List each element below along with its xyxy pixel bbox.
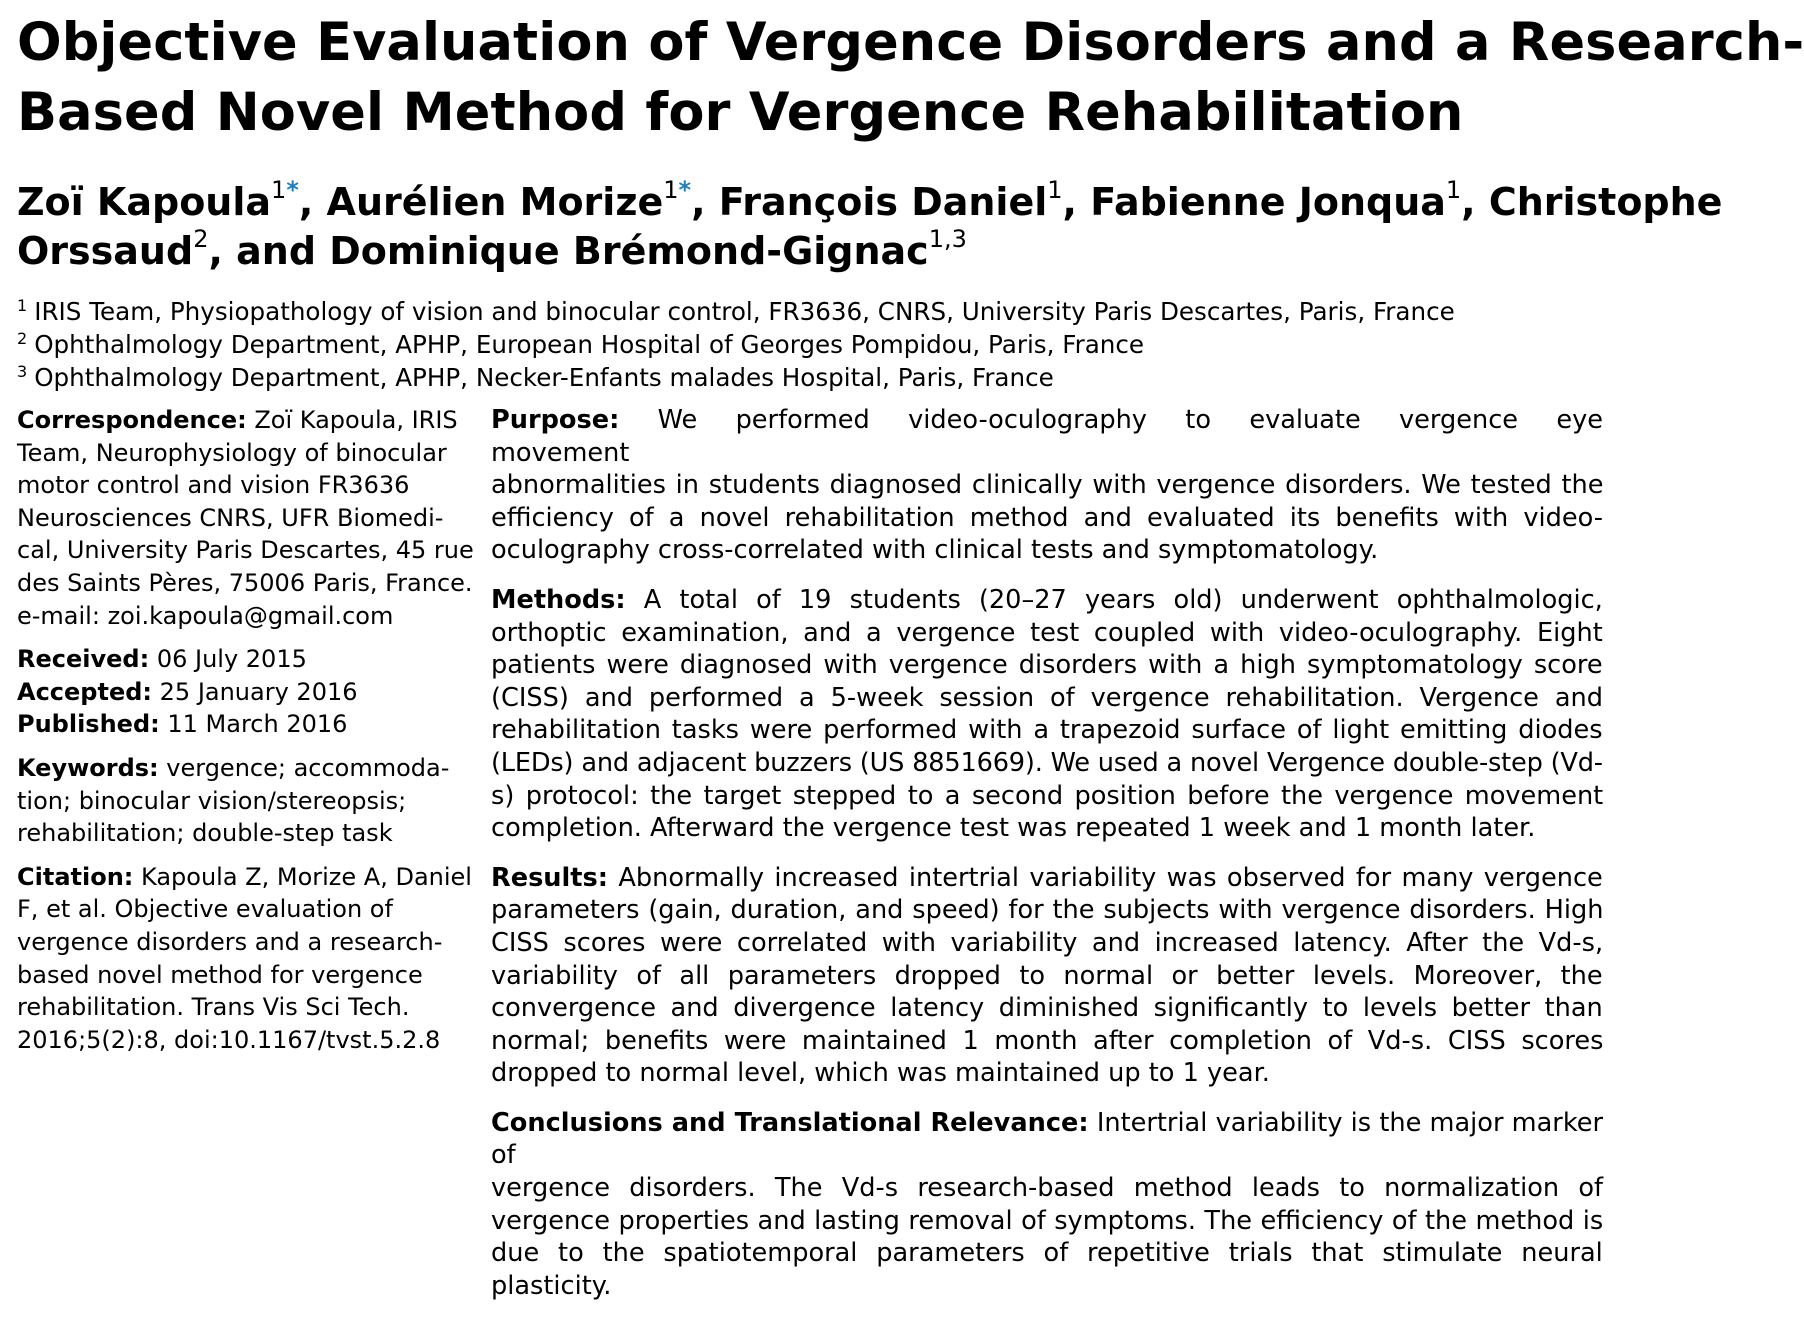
correspondence-text: Neurosciences CNRS, UFR Biomedi- <box>17 503 444 532</box>
author-name: , Fabienne Jonqua <box>1062 180 1446 224</box>
conclusions-text: Intertrial variability is the major marker of <box>491 1107 1603 1171</box>
article-title <box>17 8 1804 148</box>
conclusions-text: due to the spatiotemporal parameters of repetitive trials that stimulate neural <box>491 1238 1603 1269</box>
keywords-text: vergence; accommoda- <box>158 753 450 782</box>
dates-block <box>17 643 457 741</box>
results-text: dropped to normal level, which was maintained up to 1 year. <box>491 1058 1270 1089</box>
correspondence-email[interactable]: e-mail: zoi.kapoula@gmail.com <box>17 601 394 630</box>
author-affiliation-marker: 1 <box>1047 176 1063 204</box>
methods-text: rehabilitation tasks were performed with a trapezoid surface of light emitting diodes <box>491 715 1603 746</box>
results-text: variability of all parameters dropped to normal or better levels. Moreover, the <box>491 960 1603 991</box>
conclusions-text: plasticity. <box>491 1270 612 1301</box>
methods-text: completion. Afterward the vergence test was repeated 1 week and 1 month later. <box>491 813 1536 844</box>
published-date: Published: 11 March 2016 <box>17 710 348 739</box>
keywords-label: Keywords: <box>17 753 159 782</box>
citation-text: Kapoula Z, Morize A, Daniel <box>133 862 472 891</box>
author-name: , François Daniel <box>691 180 1048 224</box>
results-text: Abnormally increased intertrial variability was observed for many vergence <box>608 862 1603 893</box>
keywords-text: rehabilitation; double-step task <box>17 819 393 848</box>
author-affiliation-marker: 1* <box>663 176 692 204</box>
abstract-methods <box>491 584 1603 845</box>
affiliation-text: Ophthalmology Department, APHP, European Hospital of Georges Pompidou, Paris, France <box>34 330 1145 359</box>
citation-label: Citation: <box>17 862 134 891</box>
citation-text: vergence disorders and a research- <box>17 927 443 956</box>
purpose-text: We performed video-oculography to evaluate vergence eye movement <box>491 405 1603 468</box>
affiliation-number: 3 <box>17 362 28 381</box>
purpose-text: oculography cross-correlated with clinical tests and symptomatology. <box>491 535 1379 566</box>
results-text: parameters (gain, duration, and speed) for the subjects with vergence disorders. High <box>491 895 1604 926</box>
author-name: , and Dominique Brémond-Gignac <box>208 229 929 273</box>
corresponding-author-asterisk: * <box>286 176 299 204</box>
conclusions-label: Conclusions and Translational Relevance: <box>491 1107 1089 1138</box>
correspondence-block <box>17 404 474 632</box>
results-text: convergence and divergence latency diminished significantly to levels better than <box>491 993 1603 1024</box>
affiliation-item <box>17 361 1607 394</box>
purpose-text: efficiency of a novel rehabilitation method and evaluated its benefits with video- <box>491 502 1603 533</box>
author-affiliation-marker: 1 <box>1445 176 1462 204</box>
article-info-sidebar <box>17 404 474 1067</box>
methods-text: (CISS) and performed a 5-week session of vergence rehabilitation. Vergence and <box>491 682 1604 713</box>
author-list <box>17 176 1723 276</box>
author-name: , Aurélien Morize <box>298 180 664 224</box>
correspondence-text: cal, University Paris Descartes, 45 rue <box>17 536 474 565</box>
author-name: Zoï Kapoula <box>17 180 272 224</box>
correspondence-text: motor control and vision FR3636 <box>17 471 410 500</box>
abstract <box>491 404 1603 1319</box>
keywords-text: tion; binocular vision/stereopsis; <box>17 786 407 815</box>
author-affiliation-marker: 2 <box>193 225 209 253</box>
methods-text: patients were diagnosed with vergence disorders with a high symptomatology score <box>491 650 1603 681</box>
citation-text: rehabilitation. Trans Vis Sci Tech. <box>17 993 410 1022</box>
methods-label: Methods: <box>491 584 626 615</box>
author-affiliation-marker: 1,3 <box>928 225 967 253</box>
corresponding-author-asterisk: * <box>678 176 692 204</box>
citation-block <box>17 861 472 1057</box>
results-label: Results: <box>491 862 608 893</box>
keywords-block <box>17 752 457 850</box>
correspondence-text: des Saints Pères, 75006 Paris, France. <box>17 568 473 597</box>
author-line <box>17 176 1723 227</box>
title-line: Based Novel Method for Vergence Rehabilitation <box>17 82 1464 143</box>
affiliation-item <box>17 328 1607 361</box>
conclusions-text: vergence disorders. The Vd-s research-based method leads to normalization of <box>491 1173 1604 1204</box>
affiliation-list <box>17 295 1607 394</box>
abstract-purpose <box>491 404 1603 567</box>
citation-text: based novel method for vergence <box>17 960 423 989</box>
methods-text: s) protocol: the target stepped to a second position before the vergence movement <box>491 780 1604 811</box>
correspondence-text: Zoï Kapoula, IRIS <box>246 406 458 434</box>
affiliation-number: 1 <box>17 296 28 315</box>
affiliation-number: 2 <box>17 329 28 348</box>
affiliation-text: Ophthalmology Department, APHP, Necker-Enfants malades Hospital, Paris, France <box>34 363 1054 392</box>
abstract-results <box>491 862 1603 1090</box>
author-name: Orssaud <box>17 229 194 273</box>
conclusions-text: vergence properties and lasting removal of symptoms. The efficiency of the method is <box>491 1205 1604 1236</box>
received-date: Received: 06 July 2015 <box>17 645 307 674</box>
author-affiliation-marker: 1* <box>271 176 299 204</box>
methods-text: (LEDs) and adjacent buzzers (US 8851669). We used a novel Vergence double-step (Vd- <box>491 747 1603 778</box>
affiliation-item <box>17 295 1607 328</box>
author-name: , Christophe <box>1461 180 1723 224</box>
author-line <box>17 227 1607 276</box>
correspondence-text: Team, Neurophysiology of binocular <box>17 438 447 467</box>
methods-text: orthoptic examination, and a vergence test coupled with video-oculography. Eight <box>491 617 1603 648</box>
methods-text: A total of 19 students (20–27 years old) underwent ophthalmologic, <box>625 584 1603 615</box>
affiliation-text: IRIS Team, Physiopathology of vision and binocular control, FR3636, CNRS, University Paris Descartes, Paris, France <box>34 297 1455 326</box>
accepted-date: Accepted: 25 January 2016 <box>17 677 358 706</box>
results-text: normal; benefits were maintained 1 month after completion of Vd-s. CISS scores <box>491 1025 1604 1056</box>
citation-text: F, et al. Objective evaluation of <box>17 895 393 924</box>
citation-doi[interactable]: 2016;5(2):8, doi:10.1167/tvst.5.2.8 <box>17 1025 441 1054</box>
purpose-text: abnormalities in students diagnosed clinically with vergence disorders. We tested the <box>491 470 1604 501</box>
results-text: CISS scores were correlated with variability and increased latency. After the Vd-s, <box>491 927 1604 958</box>
abstract-conclusions <box>491 1107 1603 1303</box>
purpose-label: Purpose: <box>491 405 620 435</box>
correspondence-label: Correspondence: <box>17 406 247 434</box>
title-line: Objective Evaluation of Vergence Disorders and a Research- <box>17 12 1804 73</box>
